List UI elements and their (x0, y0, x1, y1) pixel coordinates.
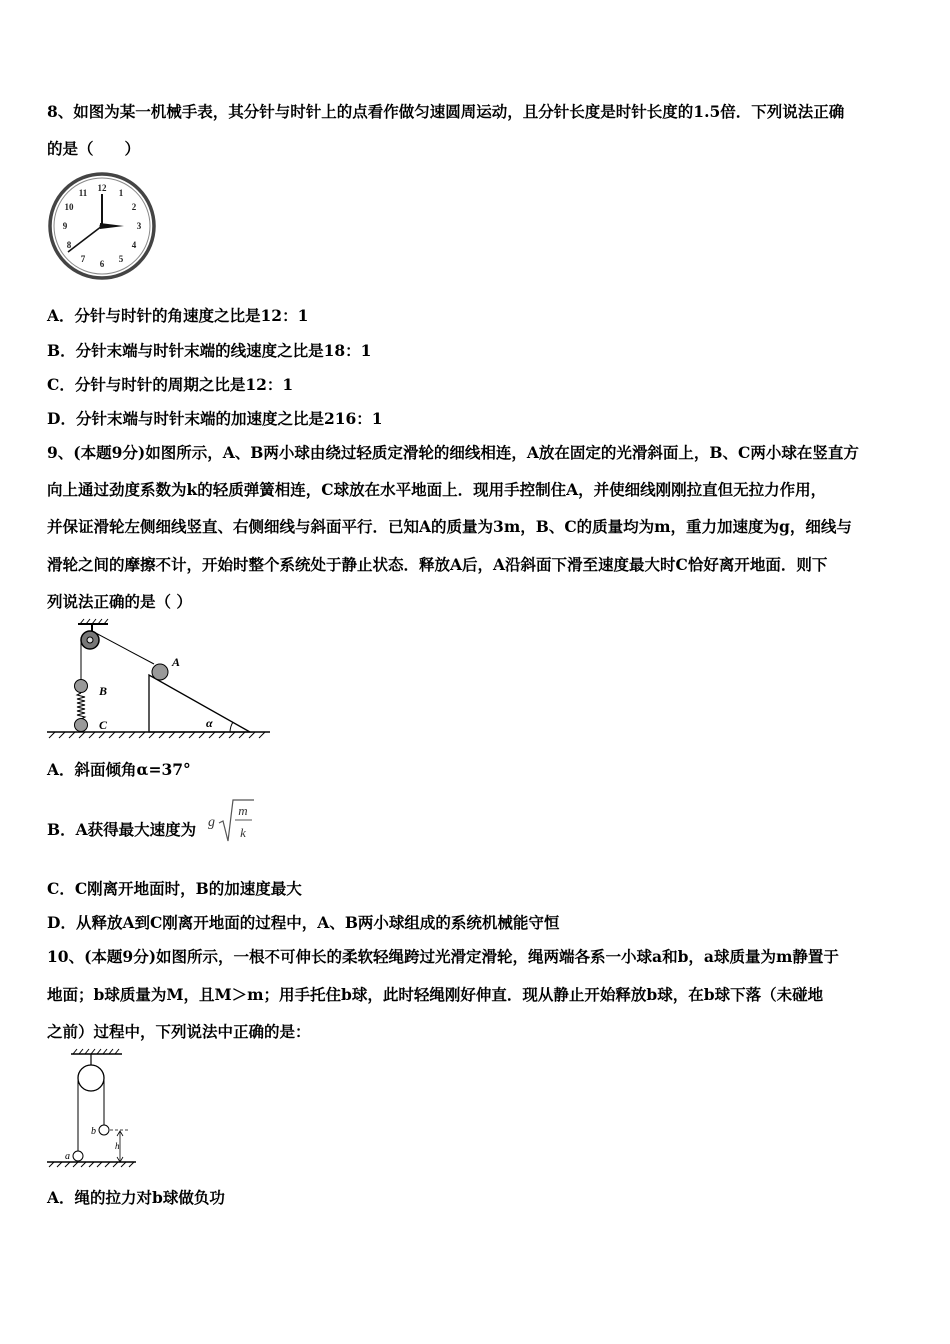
clock-number-8: 8 (66, 240, 72, 250)
label-a: A (172, 655, 181, 669)
q10-option-a: A．绳的拉力对b球做负功 (47, 1188, 225, 1207)
spring (77, 693, 85, 719)
formula-g: g (208, 815, 215, 830)
q9-option-b (47, 820, 196, 840)
q8-stem-line1: 8、如图为某一机械手表，其分针与时针上的点看作做匀速圆周运动，且分针长度是时针长度的1.5倍．下列说法正确 (47, 102, 845, 121)
clock-number-12: 12 (97, 183, 107, 193)
formula-g-sqrt-m-over-k (206, 795, 256, 847)
q9-option-a: A．斜面倾角α=37° (47, 760, 191, 779)
clock-number-7: 7 (80, 254, 86, 264)
label-b: B (99, 684, 108, 698)
label-c: C (99, 718, 108, 732)
clock-hand-8 (68, 226, 102, 252)
ball-a (152, 664, 168, 680)
label-h: h (115, 1141, 120, 1151)
ball-b (99, 1125, 109, 1135)
clock-center (100, 224, 105, 229)
q10-stem-line3: 之前）过程中，下列说法中正确的是： (47, 1022, 311, 1041)
incline (149, 675, 250, 732)
ball-a (73, 1151, 83, 1161)
q9-option-b-text: B．A获得最大速度为 (47, 820, 197, 839)
q9-stem-line3: 并保证滑轮左侧细线竖直、右侧细线与斜面平行．已知A的质量为3m，B、C的质量均为m，重力加速度为g，细线与 (47, 517, 852, 536)
clock-number-5: 5 (118, 254, 124, 264)
pulley-wheel (78, 1065, 104, 1091)
clock-figure (44, 170, 162, 282)
q9-stem-line2: 向上通过劲度系数为k的轻质弹簧相连，C球放在水平地面上．现用手控制住A，并使细线刚刚拉直但无拉力作用， (47, 480, 827, 499)
q8-option-d: D．分针末端与时针末端的加速度之比是216：1 (47, 409, 383, 428)
right-string (92, 631, 154, 664)
q9-option-c: C．C刚离开地面时，B的加速度最大 (47, 879, 302, 898)
clock-number-2: 2 (131, 202, 137, 212)
label-b: b (91, 1126, 96, 1137)
q8-option-b: B．分针末端与时针末端的线速度之比是18：1 (47, 341, 372, 360)
q9-stem-line5: 列说法正确的是（ ） (47, 592, 192, 611)
atwood-machine-figure (44, 1048, 144, 1170)
q9-stem-line1: 9、(本题9分)如图所示，A、B两小球由绕过轻质定滑轮的细线相连，A放在固定的光滑斜面上，B、C两小球在竖直方 (47, 443, 859, 462)
q8-option-c: C．分针与时针的周期之比是12：1 (47, 375, 294, 394)
incline-pulley-figure (44, 618, 274, 744)
ground-hatching (49, 732, 265, 738)
q8-option-a: A．分针与时针的角速度之比是12：1 (47, 306, 309, 325)
label-a: a (65, 1151, 70, 1162)
clock-number-3: 3 (136, 221, 142, 231)
formula-numerator: m (238, 803, 248, 818)
clock-number-10: 10 (64, 202, 74, 212)
label-alpha: α (206, 716, 213, 730)
q10-stem-line1: 10、(本题9分)如图所示，一根不可伸长的柔软轻绳跨过光滑定滑轮，绳两端各系一小球a和b，a球质量为m静置于 (47, 947, 839, 966)
clock-number-4: 4 (131, 240, 137, 250)
pulley-axle (87, 637, 93, 643)
q8-stem-line2: 的是（ ） (47, 139, 141, 158)
clock-number-11: 11 (78, 188, 88, 198)
q9-option-d: D．从释放A到C刚离开地面的过程中，A、B两小球组成的系统机械能守恒 (47, 913, 560, 932)
clock-number-9: 9 (62, 221, 68, 231)
q10-stem-line2: 地面；b球质量为M，且M＞m；用手托住b球，此时轻绳刚好伸直．现从静止开始释放b球，在b球下落（未碰地 (47, 985, 824, 1004)
q9-stem-line4: 滑轮之间的摩擦不计，开始时整个系统处于静止状态．释放A后，A沿斜面下滑至速度最大时C恰好离开地面．则下 (47, 555, 828, 574)
clock-number-1: 1 (118, 188, 124, 198)
formula-denominator: k (240, 825, 246, 840)
ball-c (75, 719, 88, 732)
clock-number-6: 6 (99, 259, 105, 269)
ball-b (75, 680, 88, 693)
